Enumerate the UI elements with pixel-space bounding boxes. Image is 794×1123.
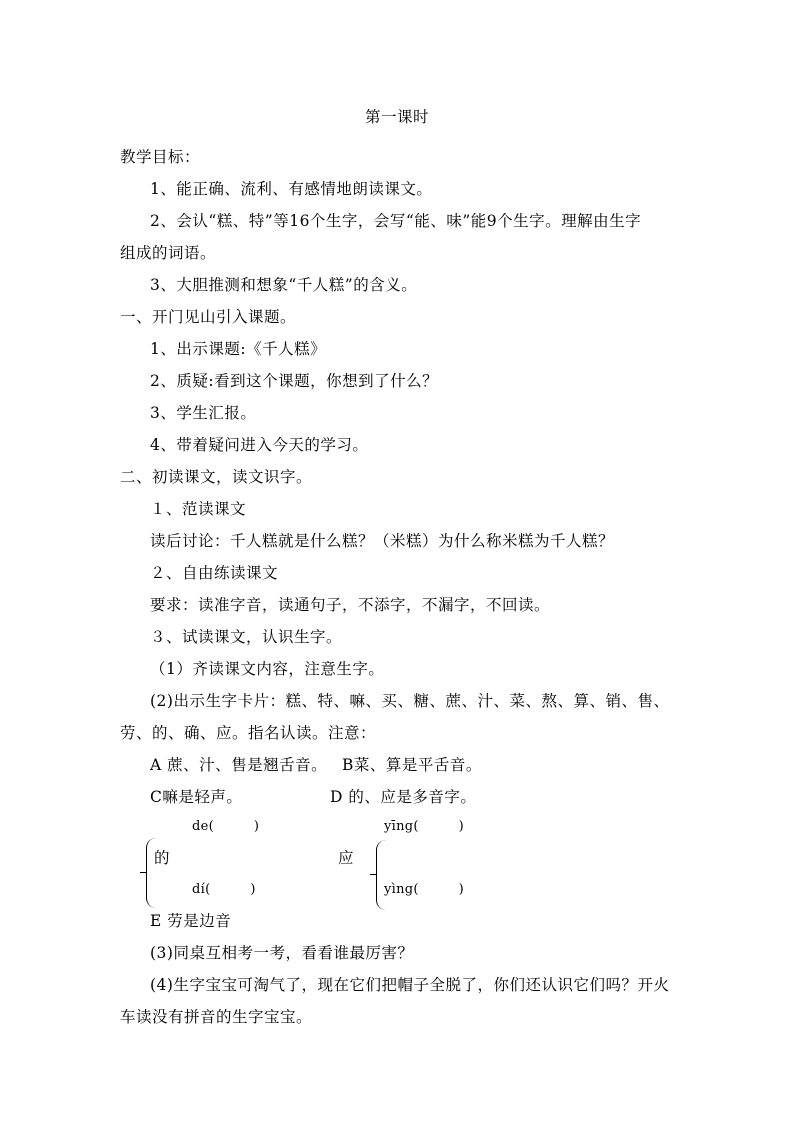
char-ying: 应 xyxy=(338,849,355,867)
step-4-line-1: (4)生字宝宝可淘气了，现在它们把帽子全脱了，你们还认识它们吗？开火 xyxy=(150,976,670,994)
section-2-item-2: ２、自由练读课文 xyxy=(150,564,279,582)
step-3: (3)同桌互相考一考，看看谁最厉害？ xyxy=(150,944,414,962)
section-2-item-3: ３、试读课文，认识生字。 xyxy=(150,628,343,646)
page-title: 第一课时 xyxy=(364,108,429,126)
pinyin-de: de( ) xyxy=(192,819,260,834)
section-1-item-1: 1、出示课题:《千人糕》 xyxy=(150,340,327,358)
section-1-heading: 一、开门见山引入课题。 xyxy=(120,308,297,326)
section-2-item-1: １、范读课文 xyxy=(150,500,247,518)
pinyin-ying1: yīng( ) xyxy=(384,819,465,834)
step-2-line-2: 劳、的、确、应。指名认读。注意： xyxy=(120,724,377,742)
goal-3: 3、大胆推测和想象“千人糕”的含义。 xyxy=(150,276,418,294)
goals-heading: 教学目标： xyxy=(120,148,201,166)
step-4-line-2: 车读没有拼音的生字宝宝。 xyxy=(120,1008,313,1026)
note-b: B菜、算是平舌音。 xyxy=(342,756,482,774)
note-e: E 劳是边音 xyxy=(150,912,232,930)
char-de: 的 xyxy=(154,849,171,867)
note-c: C嘛是轻声。 xyxy=(150,788,243,806)
step-1: （1）齐读课文内容，注意生字。 xyxy=(150,660,385,678)
pinyin-di: dí( ) xyxy=(192,882,256,897)
section-1-item-2: 2、质疑:看到这个课题，你想到了什么？ xyxy=(150,372,439,390)
goal-2-line-2: 组成的词语。 xyxy=(120,244,217,262)
pinyin-ying4: yìng( ) xyxy=(384,882,465,897)
section-1-item-4: 4、带着疑问进入今天的学习。 xyxy=(150,436,369,454)
requirement-line: 要求：读准字音，读通句子，不添字，不漏字，不回读。 xyxy=(150,596,551,614)
section-2-heading: 二、初读课文，读文识字。 xyxy=(120,468,313,486)
step-2-line-1: (2)出示生字卡片：糕、特、嘛、买、糖、蔗、汁、菜、熬、算、销、售、 xyxy=(150,692,670,710)
discussion-line: 读后讨论：千人糕就是什么糕？（米糕）为什么称米糕为千人糕？ xyxy=(150,532,615,550)
section-1-item-3: 3、学生汇报。 xyxy=(150,404,257,422)
goal-1: 1、能正确、流利、有感情地朗读课文。 xyxy=(150,180,433,198)
note-a: A 蔗、汁、售是翘舌音。 xyxy=(150,756,328,774)
note-d: D 的、应是多音字。 xyxy=(330,788,477,806)
goal-2-line-1: 2、会认“糕、特”等16个生字，会写“能、味”能9个生字。理解由生字 xyxy=(150,212,642,230)
